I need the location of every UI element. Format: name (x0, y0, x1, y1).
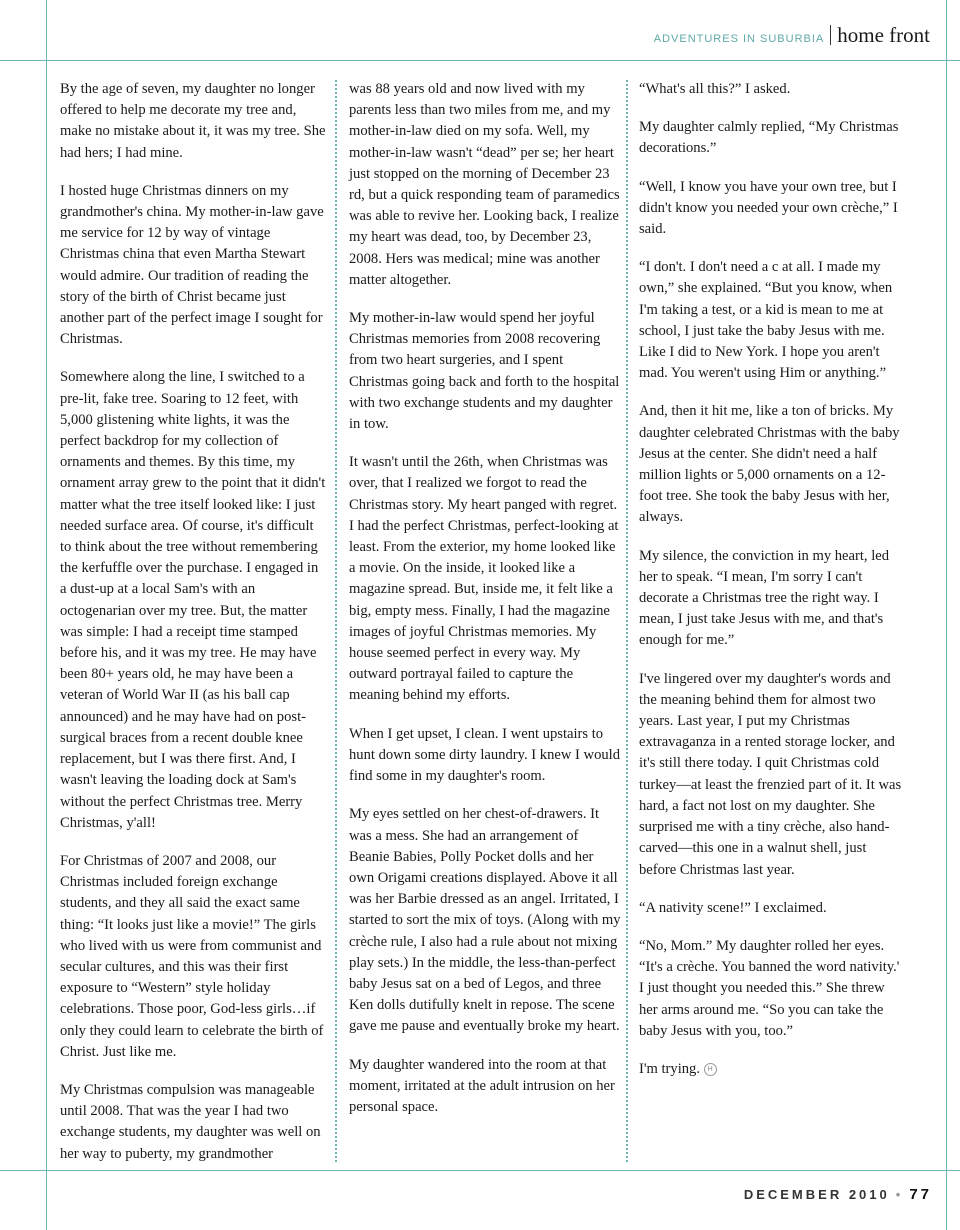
paragraph: And, then it hit me, like a ton of bricks. My daughter celebrated Christmas with the baby Jesus at the center. She didn't need a half million lights or 5,000 ornaments on a 12-foot tree. She took the baby Jesus with her, always. (639, 403, 900, 526)
paragraph: My daughter wandered into the room at that moment, irritated at the adult intrusion on her personal space. (349, 1056, 615, 1115)
footer-separator: • (895, 1187, 904, 1202)
page-footer (744, 1186, 932, 1203)
paragraph: It wasn't until the 26th, when Christmas was over, that I realized we forgot to read the Christmas story. My heart panged with regret. I had the perfect Christmas, perfect-looking at least. From the exterior, my home looked like a movie. On the inside, it looked like a magazine spread. But, inside me, it felt like a big, empty mess. Finally, I had the magazine images of joyful Christmas memories. My house seemed perfect in every way. My outward portrayal failed to capture the meaning behind my efforts. (349, 454, 619, 704)
left-rule (46, 0, 47, 1230)
paragraph: My Christmas compulsion was manageable until 2008. That was the year I had two exchange students, my daughter was well on her way to puberty, my grandmother (60, 1081, 321, 1162)
running-header (654, 22, 930, 48)
paragraph: My daughter calmly replied, “My Christmas decorations.” (639, 119, 899, 157)
article-column-2 (349, 79, 621, 1135)
section-label: ADVENTURES IN SUBURBIA (653, 33, 825, 45)
paragraph: By the age of seven, my daughter no longer offered to help me decorate my tree and, make no mistake about it, it was my tree. She had hers; I had mine. (60, 81, 326, 161)
closing-paragraph (639, 1059, 904, 1080)
article-column-1 (60, 79, 326, 1182)
paragraph: I hosted huge Christmas dinners on my grandmother's china. My mother-in-law gave me service for 12 by way of vintage Christmas china that even Martha Stewart would admire. Our tradition of reading the story of the birth of Christ became just another part of the perfect image I sought for Christmas. (60, 182, 324, 348)
paragraph: “Well, I know you have your own tree, but I didn't know you needed your own crèche,” I said. (639, 178, 898, 238)
article-column-3 (639, 79, 904, 1097)
issue-date: DECEMBER 2010 (743, 1187, 890, 1202)
paragraph: “What's all this?” I asked. (639, 81, 791, 97)
page-number: 77 (909, 1186, 932, 1203)
paragraph: I've lingered over my daughter's words and the meaning behind them for almost two years. Last year, I put my Christmas extravaganza in a rented storage locker, and it's still there today. I quit Christmas cold turkey—at least the frenzied part of it. It was hard, a fact not lost on my daughter. She surprised me with a tiny crèche, also hand-carved—this one in a walnut shell, just before Christmas last year. (639, 670, 902, 878)
top-rule (0, 60, 960, 61)
column-divider-1 (335, 80, 337, 1162)
right-rule (946, 0, 947, 1230)
paragraph: My silence, the conviction in my heart, led her to speak. “I mean, I'm sorry I can't decorate a Christmas tree the right way. I mean, I just take Jesus with me, and that's enough for me.” (639, 547, 890, 649)
end-mark-icon: H (704, 1063, 717, 1076)
paragraph: “A nativity scene!” I exclaimed. (639, 899, 827, 916)
paragraph: My eyes settled on her chest-of-drawers. It was a mess. She had an arrangement of Beanie Babies, Polly Pocket dolls and her own Origami creations displayed. Above it all was her Barbie dressed as an angel. Irritated, I started to sort the mix of toys. (Along with my crèche rule, I also had a rule about not mixing play sets.) In the middle, the less-than-perfect baby Jesus sat on a bed of Legos, and three Ken dolls dutifully knelt in repose. The scene gave me pause and eventually broke my heart. (349, 806, 621, 1035)
closing-text: I'm trying. (639, 1060, 700, 1077)
paragraph: When I get upset, I clean. I went upstairs to hunt down some dirty laundry. I knew I would find some in my daughter's room. (349, 725, 621, 785)
paragraph: For Christmas of 2007 and 2008, our Christmas included foreign exchange students, and they all said the exact same thing: “It looks just like a movie!” The girls who lived with us were from communist and secular cultures, and this was their first exposure to “Western” style holiday celebrations. Those poor, God-less girls…if only they could learn to celebrate the birth of Christ. Just like me. (60, 852, 324, 1060)
column-divider-2 (626, 80, 628, 1162)
paragraph: My mother-in-law would spend her joyful Christmas memories from 2008 recovering from two heart surgeries, and I spent Christmas going back and forth to the hospital with two exchange students and my daughter in tow. (349, 310, 620, 433)
paragraph: “I don't. I don't need a c at all. I made my own,” she explained. “But you know, when I'm taking a test, or a kid is mean to me at school, I just take the baby Jesus with me. Like I did to New York. I hope you aren't mad. You weren't using Him or anything.” (639, 259, 893, 382)
paragraph: Somewhere along the line, I switched to a pre-lit, fake tree. Soaring to 12 feet, with 5,000 glistening white lights, it was the perfect backdrop for my collection of ornaments and themes. By this time, my ornament array grew to the point that it didn't matter what the tree itself looked like: I just needed surface area. Of course, it's difficult to think about the tree without remembering the kerfuffle over the purchase. I engaged in a dust-up at a local Sam's with an octogenarian over my tree. But, the matter was simple: I had a receipt time stamped before his, and it was my tree. He may have been 80+ years old, he may have been a veteran of World War II (as his ball cap announced) and he may have had on post-surgical braces from a recent double knee replacement, but I was there first. And, I wasn't leaving the loading dock at Sam's without the perfect Christmas tree. Merry Christmas, y'all! (60, 369, 326, 831)
paragraph: was 88 years old and now lived with my parents less than two miles from me, and my mother-in-law died on my sofa. Well, my mother-in-law wasn't “dead” per se; her heart just stopped on the morning of December 23 rd, but a quick responding team of paramedics was able to revive her. Looking back, I realize my heart was dead, too, by December 23, 2008. Hers was medical; mine was another matter altogether. (349, 81, 620, 288)
section-title: home front (837, 23, 930, 47)
header-divider (830, 25, 831, 45)
paragraph: “No, Mom.” My daughter rolled her eyes. “It's a crèche. You banned the word nativity.' I just thought you needed this.” She threw her arms around me. “So you can take the baby Jesus with you, too.” (639, 937, 900, 1039)
